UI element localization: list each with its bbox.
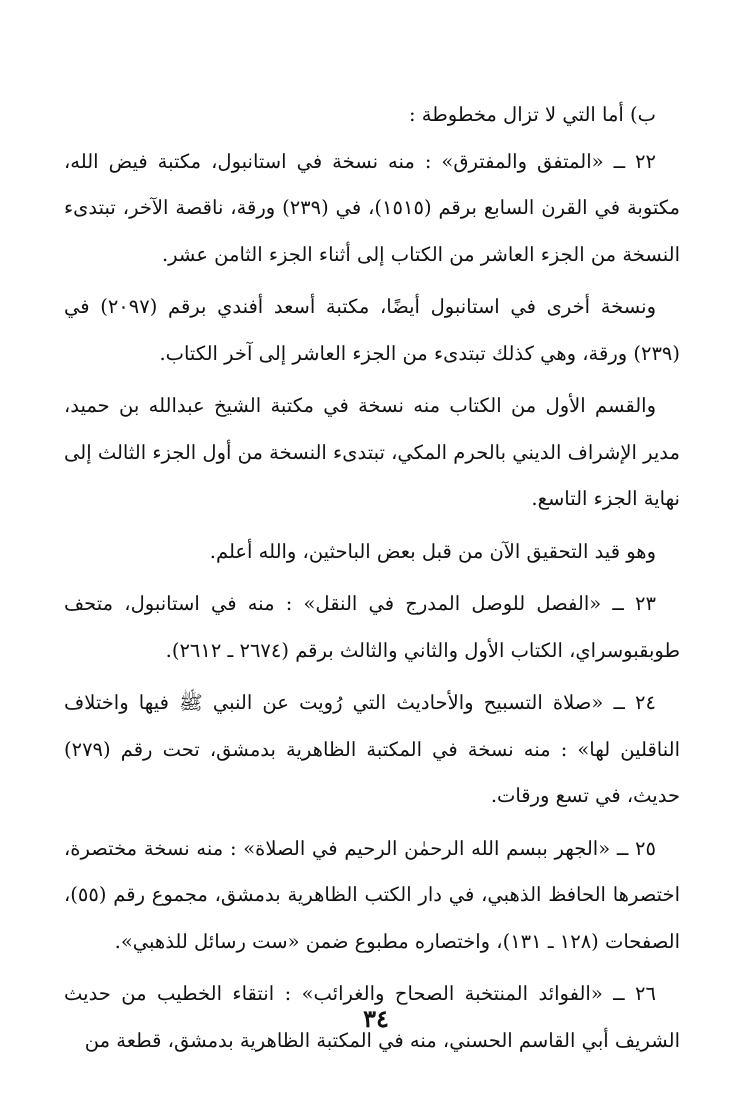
paragraph-item-22: ٢٢ ــ «المتفق والمفترق» : منه نسخة في استانبول، مكتبة فيض الله، مكتوبة في القرن السابع برقم (١٥١٥)، في (٢٣٩) ورقة، ناقصة الآخر، تبتدىء النسخة من الجزء العاشر من الكتاب إلى أثناء الجزء الثامن عشر. [64, 149, 680, 266]
paragraph-item-24: ٢٤ ــ «صلاة التسبيح والأحاديث التي رُويت عن النبي ﷺ فيها واختلاف الناقلين لها» : منه نسخة في المكتبة الظاهرية بدمشق، تحت رقم (٢٧٩) حديث، في تسع ورقات. [64, 691, 680, 807]
paragraph-first-part: والقسم الأول من الكتاب منه نسخة في مكتبة الشيخ عبدالله بن حميد، مدير الإشراف الديني بالحرم المكي، تبتدىء النسخة من أول الجزء الثالث إلى نهاية الجزء التاسع. [64, 394, 680, 510]
paragraph-item-26: ٢٦ ــ «الفوائد المنتخبة الصحاح والغرائب» : انتقاء الخطيب من حديث الشريف أبي القاسم الحسني، منه في المكتبة الظاهرية بدمشق، قطعة من [64, 982, 680, 1052]
paragraph-item-25: ٢٥ ــ «الجهر ببسم الله الرحمٰن الرحيم في الصلاة» : منه نسخة مختصرة، اختصرها الحافظ الذهبي، في دار الكتب الظاهرية بدمشق، مجموع رقم (٥٥)، الصفحات (١٢٨ ـ ١٣١)، واختصاره مطبوع ضمن «ست رسائل للذهبي». [64, 836, 680, 953]
paragraph-other-copy: ونسخة أخرى في استانبول أيضًا، مكتبة أسعد أفندي برقم (٢٠٩٧) في (٢٣٩) ورقة، وهي كذلك تبتدىء من الجزء العاشر إلى آخر الكتاب. [64, 295, 680, 365]
section-heading: ب) أما التي لا تزال مخطوطة : [409, 103, 656, 126]
page-number: ٣٤ [363, 1004, 389, 1033]
paragraph-note: وهو قيد التحقيق الآن من قبل بعض الباحثين، والله أعلم. [209, 539, 656, 563]
paragraph-item-23: ٢٣ ــ «الفصل للوصل المدرج في النقل» : منه في استانبول، متحف طوبقبوسراي، الكتاب الأول والثاني والثالث برقم (٢٦٧٤ ـ ٢٦١٢). [64, 592, 680, 662]
body-text [64, 92, 680, 1064]
